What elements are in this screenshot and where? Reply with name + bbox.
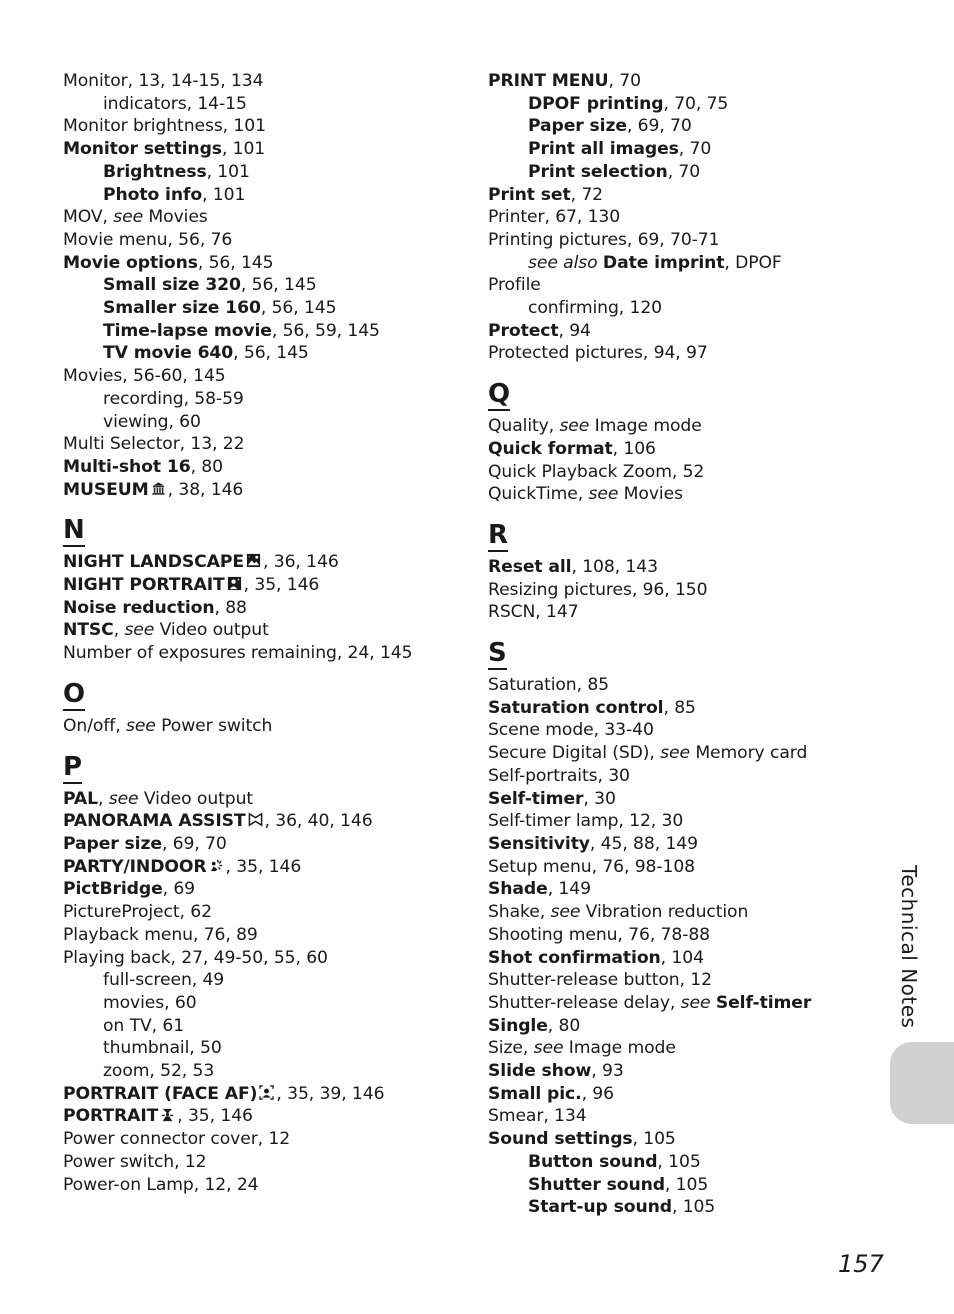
- index-entry: [488, 579, 828, 602]
- entry-text: Scene mode, 33-40: [488, 720, 654, 741]
- entry-text: RSCN, 147: [488, 602, 579, 623]
- entry-term: Quick format: [488, 438, 613, 459]
- entry-term: MUSEUM: [63, 479, 149, 500]
- entry-term: Multi-shot 16: [63, 456, 191, 477]
- entry-text: Image mode: [563, 1038, 676, 1059]
- index-entry: [63, 1174, 463, 1197]
- index-subentry: [488, 1196, 828, 1219]
- entry-text: Movies: [618, 484, 683, 505]
- index-entry: [63, 252, 463, 275]
- entry-text: Profile: [488, 275, 541, 296]
- entry-see: see: [124, 620, 155, 641]
- index-subentry: [63, 93, 463, 116]
- section-letter: O: [63, 678, 86, 709]
- entry-text: Power switch: [155, 715, 273, 736]
- entry-text: , 70: [608, 71, 641, 91]
- entry-text: Video output: [154, 620, 269, 641]
- index-entry: [63, 810, 463, 833]
- index-entry: [488, 788, 828, 811]
- entry-term: PORTRAIT (FACE AF): [63, 1083, 258, 1104]
- entry-text: viewing, 60: [103, 411, 201, 432]
- index-entry: [63, 479, 463, 502]
- index-entry: [488, 70, 828, 93]
- index-subentry: [488, 297, 828, 320]
- index-entry: [488, 1015, 828, 1038]
- entry-text: MOV,: [63, 207, 114, 228]
- entry-term: Print set: [488, 184, 571, 205]
- index-subentry: [63, 969, 463, 992]
- entry-term: NTSC: [63, 620, 114, 641]
- entry-term: Smaller size 160: [103, 298, 261, 319]
- entry-text: ,: [97, 788, 109, 809]
- entry-text: QuickTime,: [488, 484, 589, 505]
- index-entry: [488, 342, 828, 365]
- index-entry: [488, 969, 828, 992]
- index-entry: [63, 715, 463, 738]
- entry-text: Number of exposures remaining, 24, 145: [63, 643, 413, 664]
- entry-text: , 38, 146: [167, 479, 244, 500]
- index-entry: [488, 992, 828, 1015]
- index-subentry: [63, 1037, 463, 1060]
- entry-term: Slide show: [488, 1061, 592, 1082]
- index-entry: [488, 674, 828, 697]
- index-entry: [488, 415, 828, 438]
- section-letter: N: [63, 515, 85, 546]
- index-subentry: [63, 184, 463, 207]
- entry-term: Paper size: [63, 833, 162, 854]
- entry-text: movies, 60: [103, 992, 197, 1013]
- section-letter: S: [488, 638, 507, 669]
- index-entry: [63, 901, 463, 924]
- index-entry: [63, 947, 463, 970]
- entry-term: PictBridge: [63, 879, 163, 900]
- entry-term: Monitor settings: [63, 139, 222, 160]
- entry-text: , 105: [664, 1174, 709, 1195]
- index-entry: [63, 597, 463, 620]
- entry-text: , 80: [547, 1015, 581, 1036]
- section-thumb-tab: [890, 1042, 954, 1124]
- entry-text: , 36, 146: [263, 552, 339, 573]
- index-entry: [63, 456, 463, 479]
- entry-text: Printer, 67, 130: [488, 207, 621, 228]
- entry-text: ,: [113, 620, 125, 641]
- entry-text: Self-portraits, 30: [488, 765, 630, 786]
- night-landscape-icon: [246, 552, 261, 567]
- entry-text: Image mode: [589, 416, 702, 437]
- entry-text: Memory card: [689, 743, 808, 764]
- section-letter: P: [63, 751, 83, 782]
- museum-icon: [151, 480, 166, 495]
- entry-term: Saturation control: [488, 697, 664, 718]
- index-entry: [488, 320, 828, 343]
- index-entry: [63, 551, 463, 574]
- entry-text: Monitor, 13, 14-15, 134: [63, 71, 264, 91]
- panorama-icon: [248, 811, 263, 826]
- entry-text: Protected pictures, 94, 97: [488, 343, 708, 364]
- entry-term: NIGHT LANDSCAPE: [63, 552, 245, 573]
- entry-text: Setup menu, 76, 98-108: [488, 856, 695, 877]
- entry-text: full-screen, 49: [103, 970, 225, 991]
- entry-text: , 149: [547, 879, 591, 900]
- entry-text: , 36, 40, 146: [264, 811, 373, 832]
- entry-term: PORTRAIT: [63, 1106, 159, 1127]
- entry-text: Movies: [143, 207, 208, 228]
- index-subentry: [63, 1015, 463, 1038]
- entry-text: Playing back, 27, 49-50, 55, 60: [63, 947, 328, 968]
- entry-text: Power-on Lamp, 12, 24: [63, 1174, 259, 1195]
- index-subentry: [488, 161, 828, 184]
- entry-text: thumbnail, 50: [103, 1038, 222, 1059]
- entry-text: Movies, 56-60, 145: [63, 366, 226, 387]
- index-column-left: [63, 70, 463, 1196]
- entry-text: , 30: [583, 788, 616, 809]
- entry-term: TV movie 640: [103, 343, 234, 364]
- portrait-icon: [160, 1106, 175, 1121]
- entry-text: , 35, 146: [177, 1106, 253, 1127]
- entry-text: , 69, 70: [161, 833, 227, 854]
- entry-text: Size,: [488, 1038, 534, 1059]
- entry-text: , DPOF: [724, 252, 782, 273]
- entry-text: Self-timer lamp, 12, 30: [488, 811, 684, 832]
- index-entry: [63, 365, 463, 388]
- index-column-right: [488, 70, 828, 1219]
- entry-text: Monitor brightness, 101: [63, 116, 266, 137]
- entry-text: Quick Playback Zoom, 52: [488, 461, 705, 482]
- entry-text: indicators, 14-15: [103, 93, 247, 114]
- entry-term: Brightness: [103, 161, 207, 182]
- index-subentry: [488, 1151, 828, 1174]
- index-subentry: [488, 93, 828, 116]
- entry-term: Print all images: [528, 139, 679, 160]
- entry-term: Self-timer: [488, 788, 584, 809]
- entry-text: , 94: [558, 320, 591, 341]
- index-entry: [63, 788, 463, 811]
- index-entry: [63, 619, 463, 642]
- entry-term: NIGHT PORTRAIT: [63, 575, 225, 596]
- entry-text: , 101: [221, 139, 266, 160]
- entry-text: , 69: [162, 879, 196, 900]
- entry-text: , 101: [202, 184, 246, 205]
- entry-term: Reset all: [488, 556, 572, 577]
- entry-text: Saturation, 85: [488, 675, 609, 696]
- index-entry: [488, 1128, 828, 1151]
- index-subentry: [63, 411, 463, 434]
- entry-see: see: [108, 788, 139, 809]
- index-entry: [488, 274, 828, 297]
- entry-term: Button sound: [528, 1151, 658, 1172]
- section-letter: R: [488, 519, 509, 550]
- entry-text: Shutter-release button, 12: [488, 970, 712, 991]
- entry-text: , 56, 59, 145: [271, 320, 380, 341]
- index-entry: [488, 1060, 828, 1083]
- index-entry: [63, 229, 463, 252]
- section-letter: Q: [488, 379, 511, 410]
- entry-text: , 56, 145: [197, 252, 274, 273]
- entry-text: Movie menu, 56, 76: [63, 229, 233, 250]
- face-af-icon: [259, 1084, 274, 1099]
- index-entry: [63, 115, 463, 138]
- index-subentry: [63, 320, 463, 343]
- index-subentry: [63, 1060, 463, 1083]
- entry-term: Sensitivity: [488, 833, 590, 854]
- entry-text: Quality,: [488, 416, 560, 437]
- index-entry: [63, 878, 463, 901]
- index-entry: [488, 697, 828, 720]
- index-entry: [488, 1083, 828, 1106]
- entry-term: Small pic.: [488, 1083, 582, 1104]
- index-subentry: [63, 992, 463, 1015]
- entry-see: see also: [528, 252, 598, 273]
- entry-text: Vibration reduction: [580, 902, 749, 923]
- entry-term: Time-lapse movie: [103, 320, 272, 341]
- index-entry: [63, 138, 463, 161]
- entry-term: PARTY/INDOOR: [63, 856, 207, 877]
- entry-text: , 105: [657, 1151, 701, 1172]
- index-entry: [488, 765, 828, 788]
- entry-text: , 70, 75: [663, 93, 729, 114]
- entry-text: Shake,: [488, 902, 551, 923]
- entry-text: , 35, 146: [243, 575, 320, 596]
- entry-term: Start-up sound: [528, 1197, 672, 1218]
- entry-see: see: [660, 743, 690, 764]
- entry-term: PANORAMA ASSIST: [63, 811, 246, 832]
- entry-text: , 96: [581, 1083, 614, 1104]
- entry-text: , 85: [663, 697, 696, 718]
- night-portrait-icon: [227, 575, 242, 590]
- entry-text: confirming, 120: [528, 298, 663, 319]
- index-entry: [488, 556, 828, 579]
- entry-text: Printing pictures, 69, 70-71: [488, 229, 720, 250]
- entry-see: see: [113, 207, 144, 228]
- index-entry: [63, 924, 463, 947]
- entry-text: recording, 58-59: [103, 388, 244, 409]
- entry-text: , 93: [591, 1061, 624, 1082]
- index-entry: [488, 742, 828, 765]
- entry-see: see: [680, 992, 711, 1013]
- index-subentry: [488, 1174, 828, 1197]
- entry-text: on TV, 61: [103, 1015, 185, 1036]
- entry-text: , 106: [612, 438, 656, 459]
- entry-text: Shooting menu, 76, 78-88: [488, 924, 710, 945]
- page-number: 157: [838, 1250, 884, 1278]
- party-icon: [209, 857, 224, 872]
- index-entry: [63, 206, 463, 229]
- entry-text: Smear, 134: [488, 1106, 587, 1127]
- entry-text: , 56, 145: [240, 275, 317, 296]
- entry-text: , 56, 145: [233, 343, 309, 364]
- entry-text: , 105: [671, 1197, 716, 1218]
- entry-text: PictureProject, 62: [63, 902, 212, 923]
- entry-text: zoom, 52, 53: [103, 1061, 215, 1082]
- section-side-label: Technical Notes: [897, 865, 921, 1029]
- entry-text: On/off,: [63, 715, 126, 736]
- index-entry: [488, 810, 828, 833]
- index-subentry: [63, 297, 463, 320]
- entry-term: DPOF printing: [528, 93, 664, 114]
- entry-text: , 72: [570, 184, 604, 205]
- entry-text: , 56, 145: [260, 298, 337, 319]
- index-entry: [63, 1083, 463, 1106]
- entry-text: Multi Selector, 13, 22: [63, 434, 245, 455]
- index-subentry: [488, 138, 828, 161]
- index-entry: [488, 947, 828, 970]
- entry-term: Paper size: [528, 116, 627, 137]
- entry-term: PAL: [63, 788, 98, 809]
- entry-term: Print selection: [528, 161, 668, 182]
- index-entry: [63, 833, 463, 856]
- index-entry: [63, 574, 463, 597]
- entry-text: Resizing pictures, 96, 150: [488, 579, 708, 600]
- entry-term: PRINT MENU: [488, 71, 609, 91]
- index-entry: [488, 438, 828, 461]
- index-entry: [63, 70, 463, 93]
- index-entry: [488, 878, 828, 901]
- entry-term: Small size 320: [103, 275, 241, 296]
- index-subentry: [63, 342, 463, 365]
- index-entry: [63, 856, 463, 879]
- entry-term: Single: [488, 1015, 548, 1036]
- entry-text: , 70: [678, 139, 712, 160]
- index-entry: [488, 901, 828, 924]
- entry-see: see: [125, 715, 156, 736]
- index-entry: [488, 856, 828, 879]
- index-entry: [63, 1151, 463, 1174]
- entry-text: Power connector cover, 12: [63, 1129, 291, 1150]
- index-subentry: [488, 252, 828, 275]
- entry-term: Noise reduction: [63, 597, 215, 618]
- index-entry: [63, 433, 463, 456]
- entry-text: Video output: [138, 788, 254, 809]
- entry-text: , 45, 88, 149: [589, 833, 698, 854]
- entry-term: Shade: [488, 879, 548, 900]
- index-subentry: [63, 161, 463, 184]
- entry-see: see: [588, 484, 619, 505]
- index-entry: [488, 833, 828, 856]
- entry-see: see: [559, 416, 590, 437]
- entry-text: , 35, 146: [225, 856, 302, 877]
- entry-text: Shutter-release delay,: [488, 992, 681, 1013]
- entry-text: , 35, 39, 146: [276, 1083, 385, 1104]
- entry-term: Protect: [488, 320, 559, 341]
- index-entry: [488, 601, 828, 624]
- entry-see: see: [533, 1038, 564, 1059]
- entry-text: , 104: [660, 947, 704, 968]
- entry-text: Playback menu, 76, 89: [63, 924, 258, 945]
- entry-text: , 80: [190, 456, 223, 477]
- entry-term: Shutter sound: [528, 1174, 665, 1195]
- entry-text: , 69, 70: [626, 116, 692, 137]
- index-entry: [63, 642, 463, 665]
- entry-text: , 101: [206, 161, 250, 182]
- index-entry: [488, 229, 828, 252]
- entry-see: see: [550, 902, 581, 923]
- index-subentry: [63, 274, 463, 297]
- entry-term: Shot confirmation: [488, 947, 661, 968]
- index-entry: [63, 1128, 463, 1151]
- entry-term: Sound settings: [488, 1129, 633, 1150]
- entry-term: Self-timer: [715, 992, 812, 1013]
- entry-text: , 108, 143: [571, 556, 658, 577]
- entry-text: Secure Digital (SD),: [488, 743, 661, 764]
- index-entry: [488, 483, 828, 506]
- entry-term: Photo info: [103, 184, 203, 205]
- index-entry: [63, 1105, 463, 1128]
- entry-text: , 105: [632, 1129, 676, 1150]
- entry-text: Power switch, 12: [63, 1151, 207, 1172]
- index-entry: [488, 206, 828, 229]
- index-subentry: [488, 115, 828, 138]
- index-entry: [488, 461, 828, 484]
- index-entry: [488, 1105, 828, 1128]
- index-entry: [488, 924, 828, 947]
- index-entry: [488, 1037, 828, 1060]
- index-entry: [488, 184, 828, 207]
- entry-text: , 70: [667, 161, 701, 182]
- entry-text: , 88: [214, 597, 247, 618]
- index-subentry: [63, 388, 463, 411]
- index-entry: [488, 719, 828, 742]
- entry-term: Movie options: [63, 252, 198, 273]
- entry-term: Date imprint: [602, 252, 725, 273]
